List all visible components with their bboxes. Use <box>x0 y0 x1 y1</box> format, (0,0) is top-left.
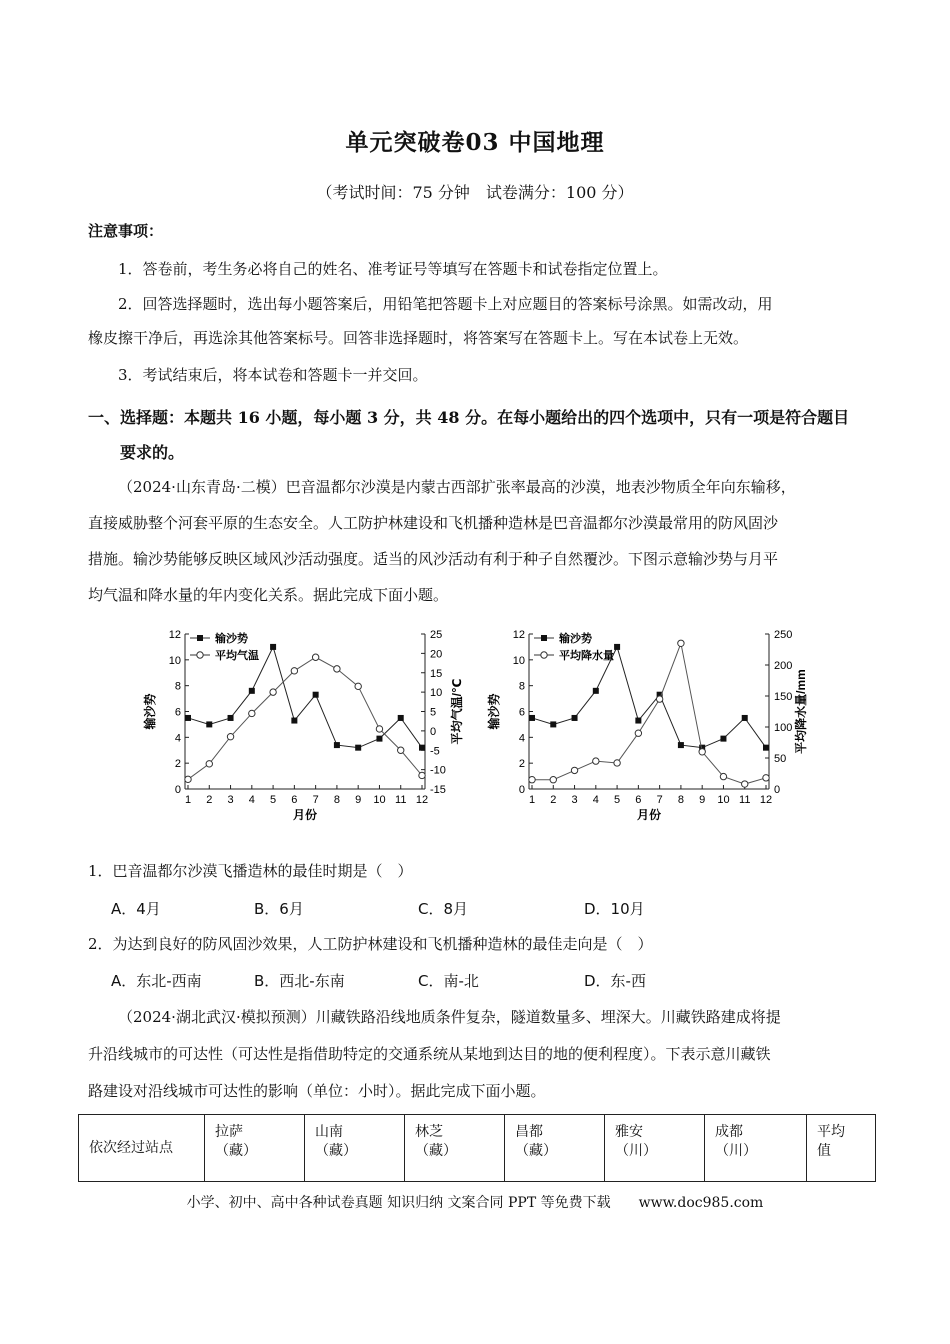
station-name: 成都 <box>715 1124 743 1140</box>
data-point-precipitation <box>550 777 556 783</box>
left-tick-label: 4 <box>518 732 525 745</box>
question-1-stem: 1．巴音温都尔沙漠飞播造林的最佳时期是（ ） <box>88 862 413 880</box>
passage2-line-1: （2024·湖北武汉·模拟预测）川藏铁路沿线地质条件复杂，隧道数量多、埋深大。川藏铁路建成将提 <box>118 1008 781 1026</box>
data-point-temperature <box>312 654 318 660</box>
data-point-sand <box>720 736 726 742</box>
passage1-line-2: 直接威胁整个河套平原的生态安全。人工防护林建设和飞机播种造林是巴音温都尔沙漠最常用的防风固沙 <box>88 514 779 532</box>
station-name: 林芝 <box>415 1124 443 1140</box>
data-point-temperature <box>291 668 297 674</box>
data-point-precipitation <box>593 758 599 764</box>
data-point-temperature <box>206 761 212 767</box>
legend-label: 输沙势 <box>559 633 592 645</box>
data-point-sand <box>270 644 276 650</box>
data-point-sand <box>313 692 319 698</box>
data-point-sand <box>419 745 425 751</box>
x-tick-label: 8 <box>677 794 684 806</box>
station-region: （藏） <box>215 1143 257 1159</box>
section-heading: 一、选择题：本题共 16 小题，每小题 3 分，共 48 分。在每小题给出的四个选项中，只有一项是符合题目 <box>88 408 850 427</box>
station-name: 拉萨 <box>215 1124 243 1140</box>
x-tick-label: 6 <box>635 794 642 806</box>
data-point-temperature <box>334 666 340 672</box>
passage1-line-1: （2024·山东青岛·二模）巴音温都尔沙漠是内蒙古西部扩张率最高的沙漠，地表沙物质全年向东输移， <box>118 478 796 496</box>
left-tick-label: 0 <box>174 784 181 796</box>
data-point-sand <box>291 718 297 724</box>
right-tick-label: 150 <box>774 691 793 703</box>
table-row <box>79 1115 876 1182</box>
chart-sand-temperature <box>140 622 480 832</box>
station-name: 昌都 <box>515 1124 543 1140</box>
right-tick-label: 0 <box>774 784 781 796</box>
data-point-precipitation <box>656 696 662 702</box>
x-tick-label: 4 <box>592 794 599 806</box>
station-region: （藏） <box>315 1143 357 1159</box>
data-point-precipitation <box>635 730 641 736</box>
legend-label: 平均气温 <box>215 650 259 662</box>
data-point-precipitation <box>720 773 726 779</box>
series-line-1 <box>188 647 422 748</box>
right-tick-label: 200 <box>774 660 793 672</box>
data-point-temperature <box>270 689 276 695</box>
series-line-2 <box>188 657 422 779</box>
x-axis-label: 月份 <box>292 808 318 822</box>
right-tick-label: 50 <box>774 753 787 765</box>
table-average-cell <box>807 1115 876 1182</box>
x-tick-label: 10 <box>373 794 386 806</box>
data-point-precipitation <box>614 760 620 766</box>
right-tick-label: 0 <box>430 725 437 738</box>
legend-marker-circle <box>541 652 547 658</box>
station-region: （藏） <box>415 1143 457 1159</box>
passage2-line-3: 路建设对沿线城市可达性的影响（单位：小时）。据此完成下面小题。 <box>88 1082 546 1100</box>
y-axis-label: 输沙势 <box>487 693 501 730</box>
data-point-sand <box>572 715 578 721</box>
notice-item-2-cont: 橡皮擦干净后，再选涂其他答案标号。回答非选择题时，将答案写在答题卡上。写在本试卷上无效。 <box>88 329 749 347</box>
data-point-sand <box>376 736 382 742</box>
data-point-sand <box>206 721 212 727</box>
question-2-option-c[interactable]: C．南-北 <box>418 972 479 990</box>
left-tick-label: 6 <box>518 706 525 719</box>
question-1-option-d[interactable]: D．10月 <box>584 900 645 918</box>
legend-marker-circle <box>197 652 203 658</box>
legend-marker-square <box>541 635 547 641</box>
chart-sand-precipitation <box>484 622 824 832</box>
left-tick-label: 2 <box>518 758 525 771</box>
right-tick-label: -10 <box>430 764 446 777</box>
data-point-sand <box>635 718 641 724</box>
x-tick-label: 2 <box>550 794 557 806</box>
right-tick-label: -5 <box>430 745 440 758</box>
left-tick-label: 4 <box>174 732 181 745</box>
table-station-cell <box>405 1115 505 1182</box>
data-point-temperature <box>185 776 191 782</box>
table-station-cell <box>705 1115 807 1182</box>
y-axis-label: 输沙势 <box>143 693 157 730</box>
page-title: 单元突破卷03 中国地理 <box>345 129 605 156</box>
question-1-option-a[interactable]: A．4月 <box>111 900 161 918</box>
x-tick-label: 3 <box>571 794 578 806</box>
question-2-option-b[interactable]: B．西北-东南 <box>254 972 345 990</box>
notice-item-1: 1．答卷前，考生务必将自己的姓名、准考证号等填写在答题卡和试卷指定位置上。 <box>118 260 668 278</box>
data-point-temperature <box>249 710 255 716</box>
station-region: （川） <box>615 1143 657 1159</box>
data-point-sand <box>678 742 684 748</box>
question-1-option-c[interactable]: C．8月 <box>418 900 469 918</box>
exam-info: （考试时间：75 分钟 试卷满分：100 分） <box>316 183 634 202</box>
x-tick-label: 12 <box>759 794 773 806</box>
data-point-sand <box>185 715 191 721</box>
station-name: 山南 <box>315 1124 343 1140</box>
data-point-sand <box>593 688 599 694</box>
average-label-cont: 值 <box>817 1143 831 1159</box>
question-1-option-b[interactable]: B．6月 <box>254 900 304 918</box>
left-tick-label: 12 <box>168 629 181 641</box>
series-line-2 <box>532 643 766 784</box>
notice-heading: 注意事项： <box>88 222 164 240</box>
x-tick-label: 4 <box>248 794 255 806</box>
data-point-precipitation <box>529 777 535 783</box>
data-point-sand <box>334 742 340 748</box>
x-tick-label: 12 <box>415 794 429 806</box>
data-point-precipitation <box>571 767 577 773</box>
left-tick-label: 8 <box>174 680 181 693</box>
table-station-cell <box>305 1115 405 1182</box>
data-point-temperature <box>227 733 233 739</box>
series-line-1 <box>532 647 766 748</box>
x-tick-label: 10 <box>717 794 730 806</box>
station-region: （藏） <box>515 1143 557 1159</box>
section-heading-cont: 要求的。 <box>120 443 185 462</box>
right-tick-label: 15 <box>430 667 443 680</box>
right-tick-label: 10 <box>430 687 443 700</box>
station-region: （川） <box>715 1143 757 1159</box>
right-tick-label: 5 <box>430 706 437 719</box>
station-name: 雅安 <box>615 1124 643 1140</box>
left-tick-label: 6 <box>174 706 181 719</box>
table-header-label: 依次经过站点 <box>79 1115 205 1182</box>
table-station-cell <box>505 1115 605 1182</box>
data-point-temperature <box>376 726 382 732</box>
x-tick-label: 1 <box>184 794 192 806</box>
passage2-line-2: 升沿线城市的可达性（可达性是指借助特定的交通系统从某地到达目的地的便利程度）。下表示意川藏铁 <box>88 1045 771 1063</box>
data-point-sand <box>249 688 255 694</box>
data-point-sand <box>742 715 748 721</box>
x-tick-label: 2 <box>206 794 213 806</box>
table-station-cell <box>605 1115 705 1182</box>
data-point-sand <box>355 745 361 751</box>
table-station-cell <box>205 1115 305 1182</box>
data-point-precipitation <box>742 781 748 787</box>
x-tick-label: 1 <box>528 794 536 806</box>
y2-axis-label: 平均气温/℃ <box>450 678 464 745</box>
notice-item-2: 2．回答选择题时，选出每小题答案后，用铅笔把答题卡上对应题目的答案标号涂黑。如需改动，用 <box>118 295 773 313</box>
left-tick-label: 0 <box>518 784 525 796</box>
x-tick-label: 7 <box>656 794 663 806</box>
legend-label: 平均降水量 <box>559 650 614 662</box>
data-point-temperature <box>355 683 361 689</box>
question-2-stem: 2．为达到良好的防风固沙效果，人工防护林建设和飞机播种造林的最佳走向是（ ） <box>88 935 653 953</box>
x-tick-label: 6 <box>291 794 298 806</box>
page-footer: 小学、初中、高中各种试卷真题 知识归纳 文案合同 PPT 等免费下载 www.doc985.com <box>186 1195 764 1211</box>
legend-label: 输沙势 <box>215 633 248 645</box>
data-point-temperature <box>419 772 425 778</box>
y2-axis-label: 平均降水量/mm <box>794 669 808 754</box>
x-tick-label: 11 <box>395 794 407 806</box>
data-point-precipitation <box>699 749 705 755</box>
legend-marker-square <box>197 635 203 641</box>
average-label: 平均 <box>817 1124 845 1140</box>
x-tick-label: 3 <box>227 794 234 806</box>
question-2-option-d[interactable]: D．东-西 <box>584 972 646 990</box>
data-point-temperature <box>398 747 404 753</box>
right-tick-label: 100 <box>774 722 793 734</box>
left-tick-label: 10 <box>168 654 181 667</box>
question-2-option-a[interactable]: A．东北-西南 <box>111 972 202 990</box>
notice-item-3: 3．考试结束后，将本试卷和答题卡一并交回。 <box>118 366 428 384</box>
x-tick-label: 9 <box>355 794 362 806</box>
right-tick-label: 250 <box>774 629 793 641</box>
data-point-sand <box>614 644 620 650</box>
x-tick-label: 5 <box>614 794 621 806</box>
left-tick-label: 12 <box>512 629 525 641</box>
data-point-precipitation <box>678 640 684 646</box>
right-tick-label: 25 <box>430 629 443 641</box>
x-tick-label: 8 <box>333 794 340 806</box>
x-tick-label: 7 <box>312 794 319 806</box>
x-axis-label: 月份 <box>636 808 662 822</box>
x-tick-label: 5 <box>270 794 277 806</box>
passage1-line-3: 措施。输沙势能够反映区域风沙活动强度。适当的风沙活动有利于种子自然覆沙。下图示意输沙势与月平 <box>88 550 779 568</box>
data-point-sand <box>763 745 769 751</box>
data-point-sand <box>398 715 404 721</box>
right-tick-label: 20 <box>430 648 443 661</box>
data-point-precipitation <box>763 775 769 781</box>
data-point-sand <box>550 721 556 727</box>
left-tick-label: 2 <box>174 758 181 771</box>
x-tick-label: 11 <box>739 794 751 806</box>
passage1-line-4: 均气温和降水量的年内变化关系。据此完成下面小题。 <box>88 586 449 604</box>
data-point-sand <box>529 715 535 721</box>
accessibility-table <box>78 1114 876 1182</box>
left-tick-label: 10 <box>512 654 525 667</box>
data-point-sand <box>228 715 234 721</box>
left-tick-label: 8 <box>518 680 525 693</box>
x-tick-label: 9 <box>699 794 706 806</box>
right-tick-label: -15 <box>430 784 446 796</box>
